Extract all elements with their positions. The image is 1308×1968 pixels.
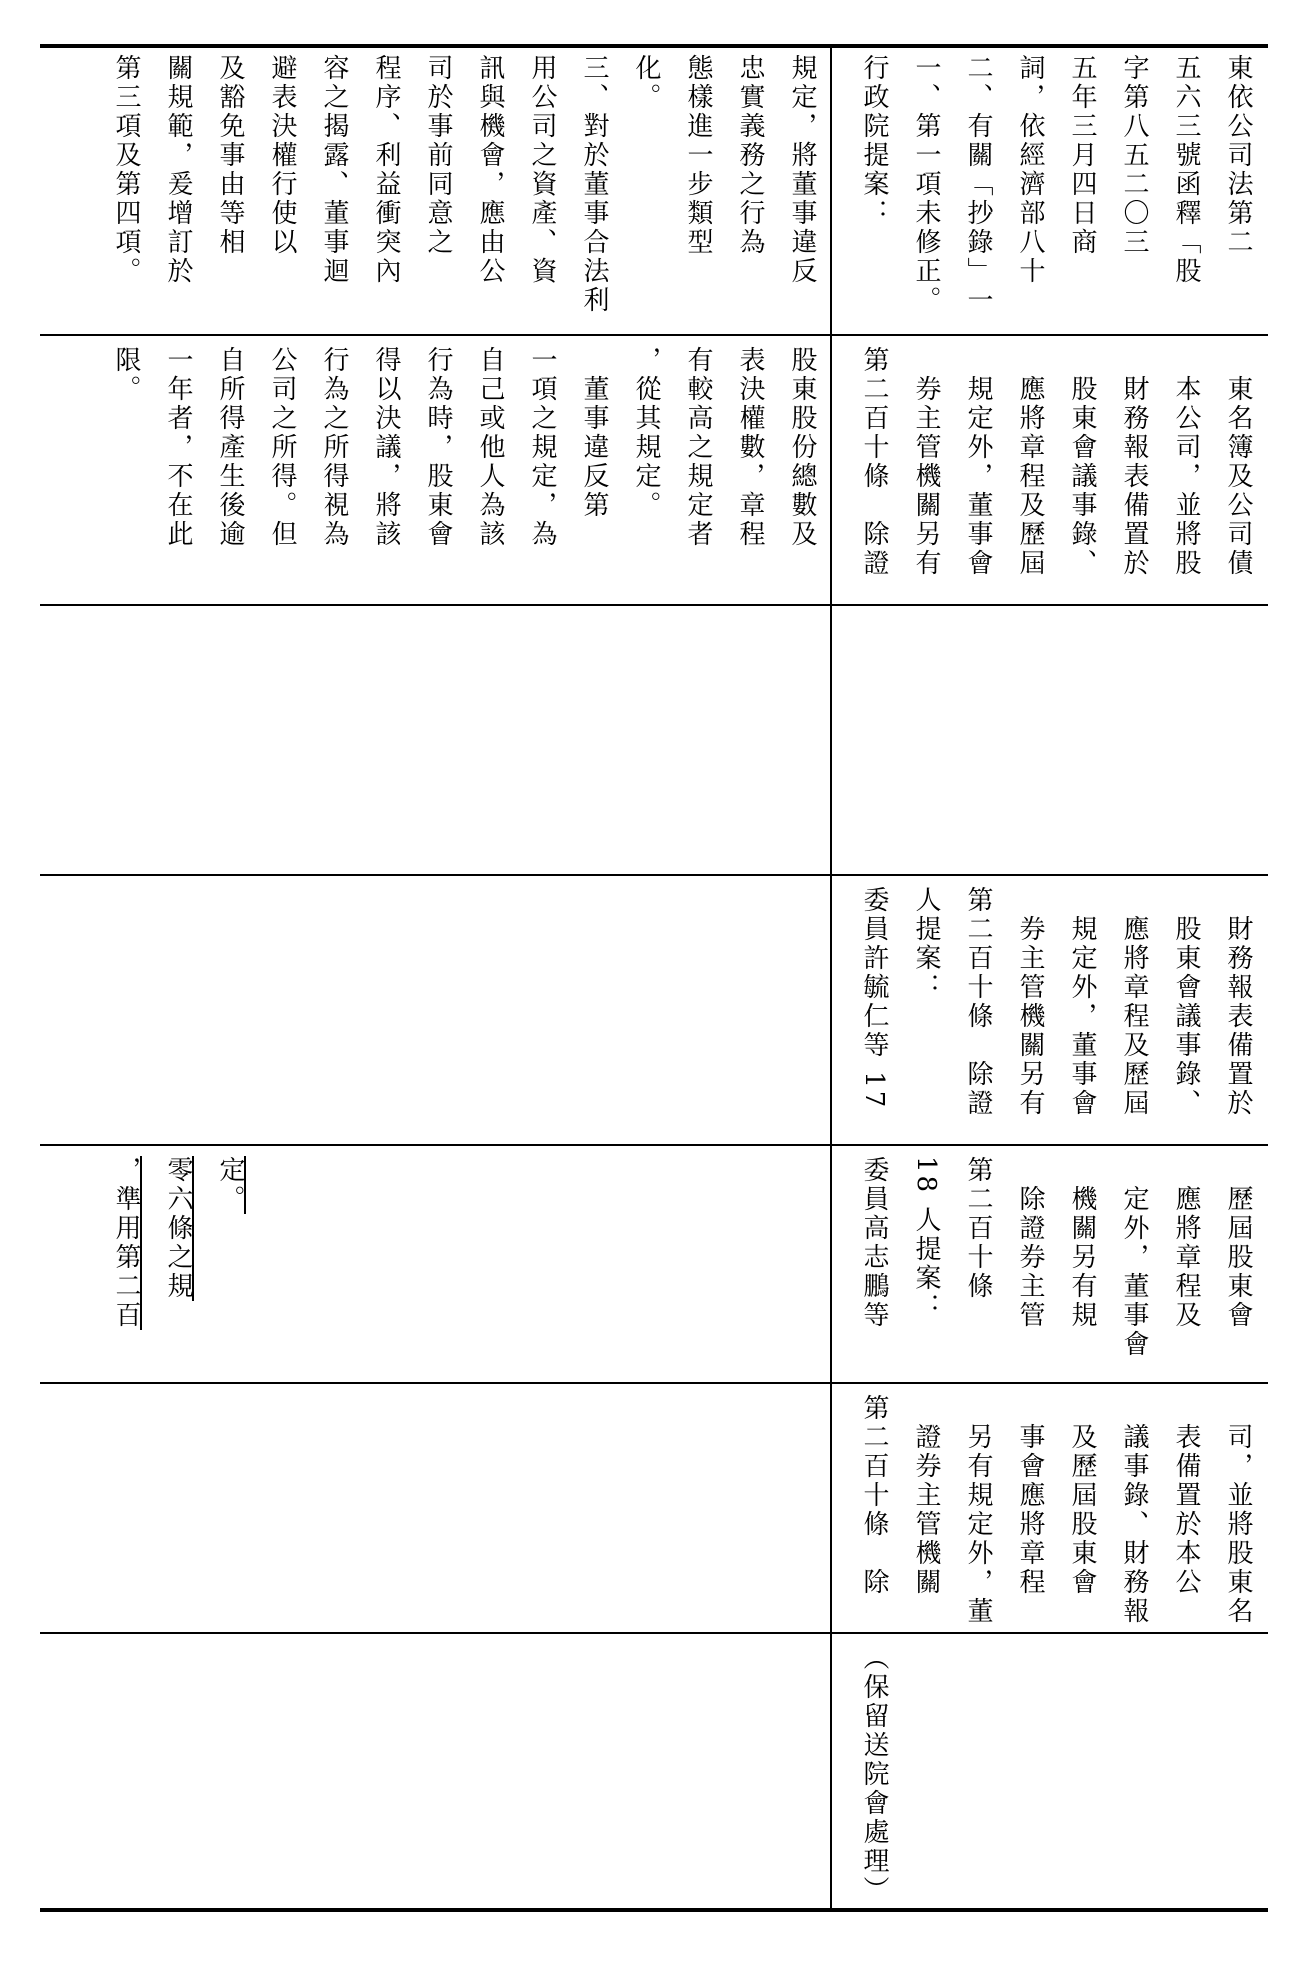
text-column: 及歷屆股東會 xyxy=(1067,1394,1097,1597)
text-column: 行為時，股東會 xyxy=(423,346,453,549)
text-column: 除證券主管 xyxy=(1015,1156,1045,1330)
text-column: 定。 xyxy=(215,1156,245,1214)
bottom-cell-5 xyxy=(840,1156,1264,1382)
text-column: 自所得產生後逾 xyxy=(215,346,245,549)
text-column: 限。 xyxy=(111,346,141,404)
text-column: 第二百十條 xyxy=(963,1156,993,1301)
row-line-1 xyxy=(40,334,1268,336)
text-column: 第二百十條 除證 xyxy=(859,346,889,578)
text-column: 五六三號函釋「股 xyxy=(1171,54,1201,286)
text-column: 司，並將股東名 xyxy=(1223,1394,1253,1626)
text-column: 訊與機會，應由公 xyxy=(475,54,505,286)
text-column: 程序、利益衝突內 xyxy=(371,54,401,286)
text-column: 券主管機關另有 xyxy=(911,346,941,578)
text-column: 容之揭露、董事迴 xyxy=(319,54,349,286)
text-column: 關規範，爰增訂於 xyxy=(163,54,193,286)
text-column: 財務報表備置於 xyxy=(1119,346,1149,578)
text-column: 一、第一項未修正。 xyxy=(911,54,941,315)
bottom-cell-6 xyxy=(840,1394,1264,1630)
text-column: 二、有關「抄錄」一 xyxy=(963,54,993,315)
text-column: 有較高之規定者 xyxy=(683,346,713,549)
text-column: 表備置於本公 xyxy=(1171,1394,1201,1597)
text-column: （保留送院會處理） xyxy=(859,1644,889,1905)
text-column: 東依公司法第二 xyxy=(1223,54,1253,257)
text-column: 東名簿及公司債 xyxy=(1223,346,1253,578)
text-column: ，從其規定。 xyxy=(631,346,661,520)
text-column: 得以決議，將該 xyxy=(371,346,401,549)
text-column: 自己或他人為該 xyxy=(475,346,505,549)
text-column: 詞，依經濟部八十 xyxy=(1015,54,1045,286)
text-column: 第二百十條 除 xyxy=(859,1394,889,1597)
text-column: 證券主管機關 xyxy=(911,1394,941,1597)
text-column: 三、對於董事合法利 xyxy=(579,54,609,315)
text-column: 事會應將章程 xyxy=(1015,1394,1045,1597)
text-column: 定外，董事會 xyxy=(1119,1156,1149,1359)
text-column: 第二百十條 除證 xyxy=(963,886,993,1118)
row-line-6 xyxy=(40,1632,1268,1634)
text-column: 機關另有規 xyxy=(1067,1156,1097,1330)
text-column: 應將章程及 xyxy=(1171,1156,1201,1330)
text-column: 股東會議事錄、 xyxy=(1067,346,1097,578)
text-column: 歷屆股東會 xyxy=(1223,1156,1253,1330)
text-column: 財務報表備置於 xyxy=(1223,886,1253,1118)
row-line-2 xyxy=(40,604,1268,606)
text-column: 一項之規定，為 xyxy=(527,346,557,549)
text-column: 用公司之資產、資 xyxy=(527,54,557,286)
bottom-cell-1 xyxy=(840,54,1264,334)
text-column: 態樣進一步類型 xyxy=(683,54,713,257)
text-column: 五年三月四日商 xyxy=(1067,54,1097,257)
text-column: 應將章程及歷屆 xyxy=(1119,886,1149,1118)
text-column: 委員高志鵬等 xyxy=(859,1156,889,1330)
text-column: 股東股份總數及 xyxy=(787,346,817,549)
text-column: 規定外，董事會 xyxy=(963,346,993,578)
text-column: 行政院提案： xyxy=(859,54,889,228)
text-column: 另有規定外，董 xyxy=(963,1394,993,1626)
text-column: 避表決權行使以 xyxy=(267,54,297,257)
row-line-4 xyxy=(40,1144,1268,1146)
bottom-cell-7 xyxy=(840,1644,1264,1906)
text-column: 本公司，並將股 xyxy=(1171,346,1201,578)
text-column: 委員許毓仁等 17 xyxy=(859,886,889,1111)
text-column: 零六條之規 xyxy=(163,1156,193,1301)
text-column: 應將章程及歷屆 xyxy=(1015,346,1045,578)
text-column: 議事錄、財務報 xyxy=(1119,1394,1149,1626)
text-column: 字第八五二〇三 xyxy=(1119,54,1149,257)
text-column: 司於事前同意之 xyxy=(423,54,453,257)
bottom-cell-4 xyxy=(840,886,1264,1142)
text-column: 股東會議事錄、 xyxy=(1171,886,1201,1118)
top-cell-2 xyxy=(62,346,822,602)
bottom-border xyxy=(40,1908,1268,1912)
text-column: 規定外，董事會 xyxy=(1067,886,1097,1118)
text-column: 化。 xyxy=(631,54,661,112)
row-line-5 xyxy=(40,1382,1268,1384)
column-divider xyxy=(830,46,832,1908)
text-column: 表決權數，章程 xyxy=(735,346,765,549)
text-column: 第三項及第四項。 xyxy=(111,54,141,286)
text-column: 人提案： xyxy=(911,886,941,1002)
row-line-3 xyxy=(40,874,1268,876)
text-column: 忠實義務之行為 xyxy=(735,54,765,257)
text-column: 及豁免事由等相 xyxy=(215,54,245,257)
text-column: 行為之所得視為 xyxy=(319,346,349,549)
text-column: 一年者，不在此 xyxy=(163,346,193,549)
top-cell-1 xyxy=(62,54,822,334)
text-column: 規定，將董事違反 xyxy=(787,54,817,286)
top-cell-5 xyxy=(62,1156,822,1382)
text-column: 券主管機關另有 xyxy=(1015,886,1045,1118)
text-column: 董事違反第 xyxy=(579,346,609,520)
text-column: 公司之所得。但 xyxy=(267,346,297,549)
text-column: 18 人提案： xyxy=(911,1156,941,1323)
top-border xyxy=(40,44,1268,48)
bottom-cell-2 xyxy=(840,346,1264,602)
text-column: ，準用第二百 xyxy=(111,1156,141,1330)
